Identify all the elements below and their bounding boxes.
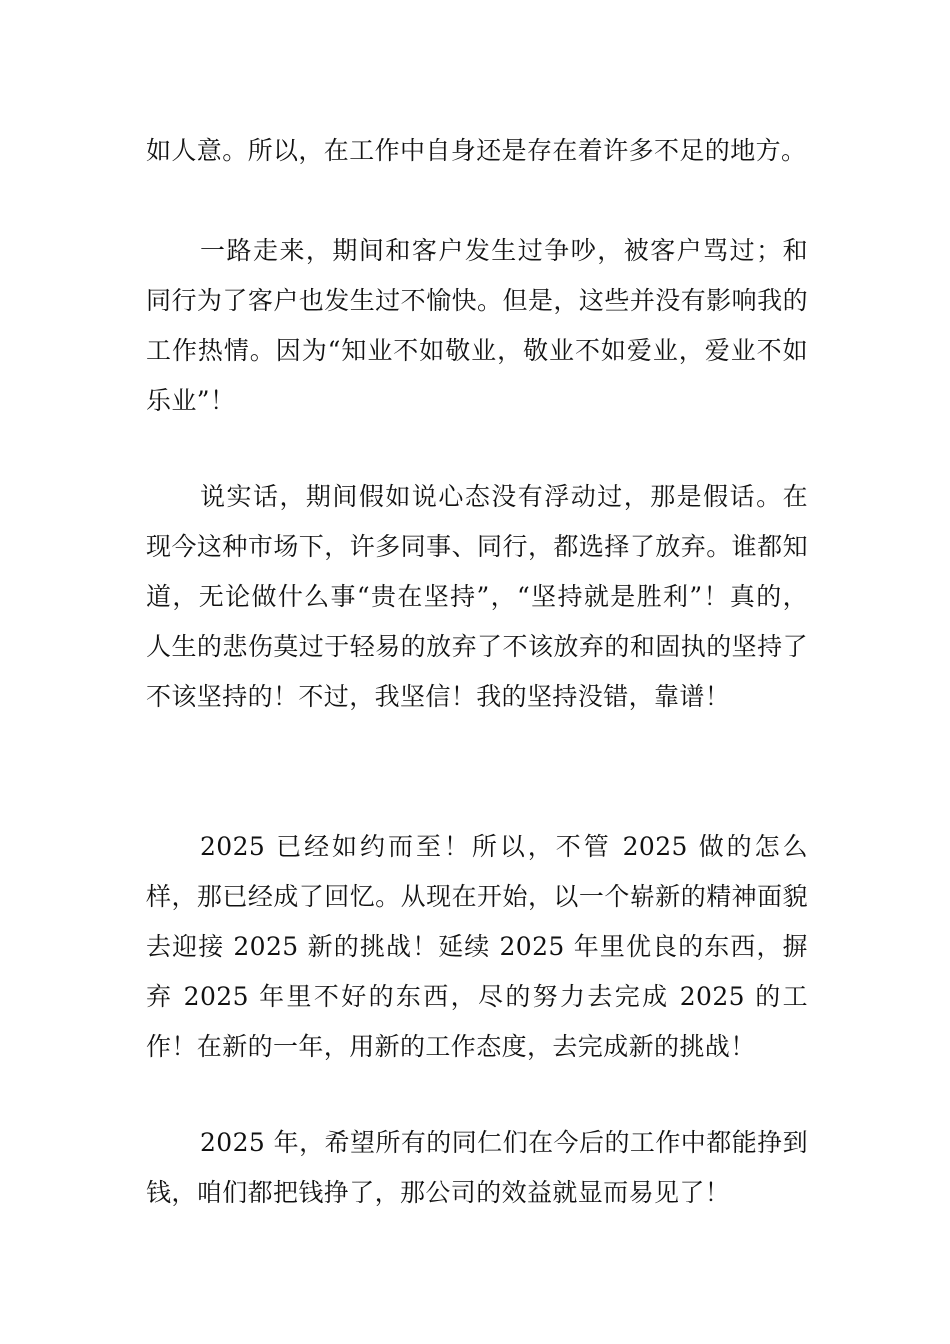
paragraph-customer-conflicts: 一路走来，期间和客户发生过争吵，被客户骂过；和同行为了客户也发生过不愉快。但是，这些并没有影响我的工作热情。因为“知业不如敬业，敬业不如爱业，爱业不如乐业”！	[146, 236, 808, 415]
paragraph-continued: 如人意。所以，在工作中自身还是存在着许多不足的地方。	[146, 136, 807, 165]
paragraph-wishes: 2025 年，希望所有的同仁们在今后的工作中都能挣到钱，咱们都把钱挣了，那公司的效益就显而易见了！	[146, 1128, 808, 1207]
paragraph-new-year: 2025 已经如约而至！所以，不管 2025 做的怎么样，那已经成了回忆。从现在开始，以一个崭新的精神面貌去迎接 2025 新的挑战！延续 2025 年里优良的东西，摒弃 2025 年里不好的东西，尽的努力去完成 2025 的工作！在新的一年，用新的工作态度，去完成新的挑战！	[146, 832, 808, 1061]
paragraph-persistence: 说实话，期间假如说心态没有浮动过，那是假话。在现今这种市场下，许多同事、同行，都选择了放弃。谁都知道，无论做什么事“贵在坚持”，“坚持就是胜利”！真的，人生的悲伤莫过于轻易的放弃了不该放弃的和固执的坚持了不该坚持的！不过，我坚信！我的坚持没错，靠谱！	[146, 482, 808, 711]
